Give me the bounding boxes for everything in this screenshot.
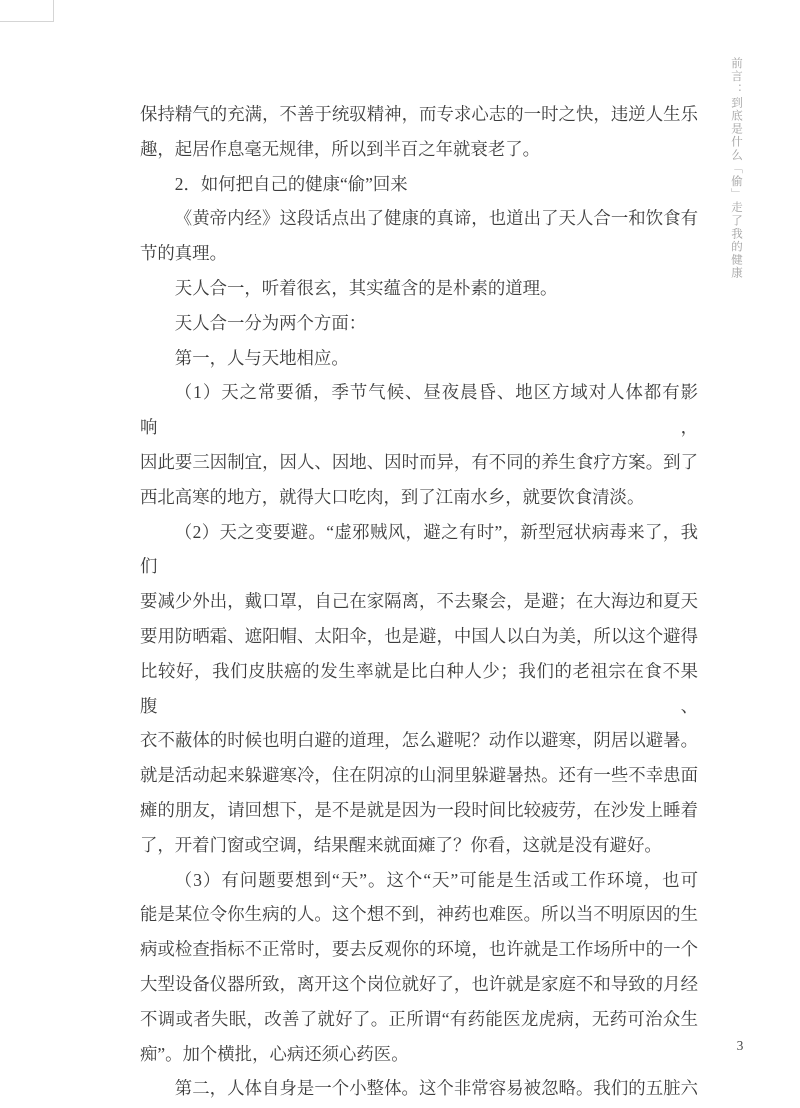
text-line: （2）天之变要避。“虚邪贼风，避之有时”，新型冠状病毒来了，我们 — [140, 521, 698, 577]
text-line: 要减少外出，戴口罩，自己在家隔离，不去聚会，是避；在大海边和夏天 — [140, 591, 698, 612]
text-line: 西北高寒的地方，就得大口吃肉，到了江南水乡，就要饮食清淡。 — [140, 486, 645, 507]
text-line: （3）有问题要想到“天”。这个“天”可能是生活或工作环境，也可 — [174, 869, 698, 890]
text-line: （1）天之常要循，季节气候、昼夜晨昏、地区方域对人体都有影响， — [140, 382, 698, 438]
text-line: 趣，起居作息毫无规律，所以到半百之年就衰老了。 — [140, 138, 540, 159]
page-body — [140, 97, 698, 1106]
text-line: 瘫的朋友，请回想下，是不是就是因为一段时间比较疲劳，在沙发上睡着 — [140, 799, 698, 820]
chapter-margin-caption: 前言：到底是什么「偷」走了我的健康 — [730, 57, 742, 280]
text-line: 大型设备仪器所致，离开这个岗位就好了，也许就是家庭不和导致的月经 — [140, 973, 698, 994]
text-line: 比较好，我们皮肤癌的发生率就是比白种人少；我们的老祖宗在食不果腹、 — [140, 660, 698, 716]
text-line: 节的真理。 — [140, 243, 227, 264]
section-heading-line: 2．如何把自己的健康“偷”回来 — [174, 173, 408, 194]
text-line: 要用防晒霜、遮阳帽、太阳伞，也是避，中国人以白为美，所以这个避得 — [140, 625, 698, 646]
text-line: 痴”。加个横批，心病还须心药医。 — [140, 1043, 409, 1064]
page-number: 3 — [736, 1038, 744, 1053]
text-line: 保持精气的充满，不善于统驭精神，而专求心志的一时之快，违逆人生乐 — [140, 104, 698, 124]
text-line: 衣不蔽体的时候也明白避的道理，怎么避呢？动作以避寒，阴居以避暑。 — [140, 730, 698, 751]
text-line: 病或检查指标不正常时，要去反观你的环境，也许就是工作场所中的一个 — [140, 939, 698, 960]
text-line: 《黄帝内经》这段话点出了健康的真谛，也道出了天人合一和饮食有 — [174, 208, 698, 229]
page-corner-tab — [0, 0, 54, 22]
text-line: 因此要三因制宜，因人、因地、因时而异，有不同的养生食疗方案。到了 — [140, 451, 698, 472]
text-line: 就是活动起来躲避寒冷，住在阴凉的山洞里躲避暑热。还有一些不幸患面 — [140, 765, 698, 786]
text-line: 了，开着门窗或空调，结果醒来就面瘫了？你看，这就是没有避好。 — [140, 834, 662, 855]
text-line: 天人合一分为两个方面： — [174, 312, 367, 333]
text-line: 天人合一，听着很玄，其实蕴含的是朴素的道理。 — [174, 277, 558, 298]
text-line: 能是某位令你生病的人。这个想不到，神药也难医。所以当不明原因的生 — [140, 904, 698, 925]
text-line: 第二，人体自身是一个小整体。这个非常容易被忽略。我们的五脏六 — [174, 1078, 698, 1099]
text-line: 不调或者失眠，改善了就好了。正所谓“有药能医龙虎病，无药可治众生 — [140, 1008, 698, 1029]
text-line: 第一，人与天地相应。 — [174, 347, 349, 368]
